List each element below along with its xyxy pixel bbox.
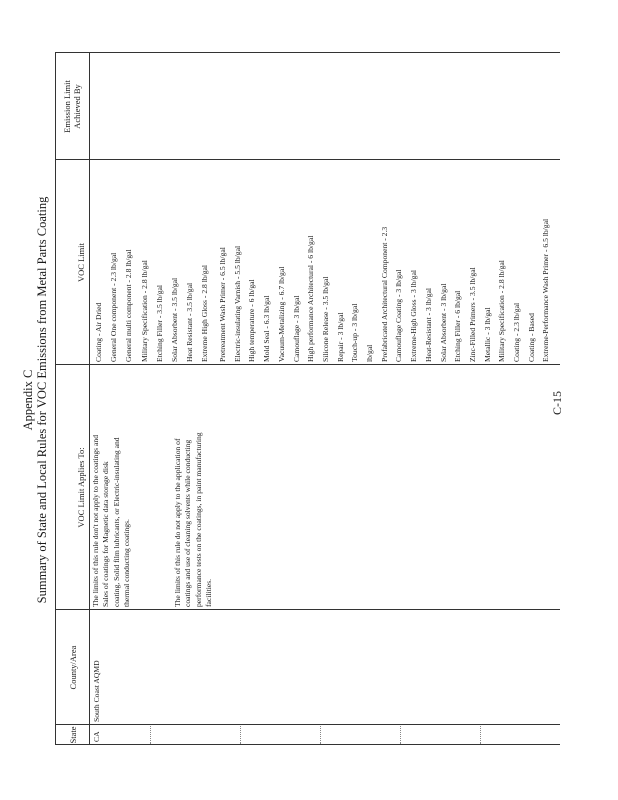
limit-item: Extreme-High Gloss - 3 lb/gal [409,270,419,362]
voc-limit-list [91,249,213,362]
column-divider-1 [55,724,560,725]
limit-item: Extreme High Gloss - 2.8 lb/gal [200,264,210,362]
column-divider-3 [55,364,560,365]
limit-item: General One component - 2.3 lb/gal [109,252,119,362]
limit-item: Touch-up - 3 lb/gal [350,303,360,362]
header-emission-limit [62,53,82,160]
header-emission-line-2: Achieved By [72,84,82,129]
column-divider-4 [55,159,560,160]
table-top-border [55,53,56,745]
limit-item: Silicone Release - 3.5 lb/gal [320,276,330,362]
header-voc-limit: VOC Limit [76,243,86,282]
applies-line: facilities. [204,578,214,607]
dotted-separator [480,726,481,744]
applies-line: coating, Solid film lubricants, or Electric-insulating and [111,437,121,607]
header-voc-limit-applies-to: VOC Limit Applies To: [76,447,86,528]
table-right-border [55,52,560,53]
limit-item: Heat-Resistant - 3 lb/gal [423,287,433,362]
limit-item: Zinc-Filled Primers - 3.5 lb/gal [467,267,477,362]
limit-item: Metallic - 3 lb/gal [482,307,492,362]
limit-item: High temperature - 6 lb/gal [247,279,257,362]
dotted-separator [320,726,321,744]
limit-item: Camouflage - 3 lb/gal [291,295,301,362]
voc-limit-list-upper [216,219,554,362]
limit-item: Military Specification - 2.8 lb/gal [139,260,149,362]
applies-line: thermal conducting coatings. [122,519,132,607]
header-county-area: County/Area [68,645,78,690]
limit-item: Heat Resistant - 3.5 lb/gal [185,282,195,362]
table-left-border [55,744,560,745]
cell-state: CA [92,731,101,742]
limit-item: Pretreatment Wash Primer - 6.5 lb/gal [218,247,227,362]
document-subtitle: Summary of State and Local Rules for VOC Emissions from Metal Parts Coating [35,196,49,604]
appendix-title: Appendix C [21,369,35,431]
limit-item: Electric-insulating Varnish - 5.5 lb/gal [232,245,242,362]
applies-line: performance tests on the coatings, in paint manufacturing [193,432,203,607]
page-number: C-15 [550,391,564,415]
applies-line: coatings and use of cleaning solvents while conducting [183,439,193,607]
column-divider-2 [55,609,560,610]
applies-line: The limits of this rule do not apply to the application of [173,438,182,607]
limit-item: Extreme-Performance Wash Primer - 6.5 lb/gal [541,218,551,362]
limit-item: Mold Seal - 6.3 lb/gal [262,295,272,362]
limit-item: Solar Absorbent - 3.5 lb/gal [170,277,180,362]
applies-line: The limits of this rule don't not apply to the coatings and [91,435,100,607]
header-emission-line-1: Emission Limit [62,80,72,133]
limit-item: lb/gal [365,344,375,362]
applies-line: Sales of coatings for Magnetic data storage disk [101,461,111,607]
limit-item: Prefabricated Architectural Component - 2.3 [379,226,389,362]
header-state: State [68,726,78,744]
limit-item: High performance Architectural - 6 lb/gal [306,235,316,362]
dotted-separator [400,726,401,744]
limit-item: Camouflage Coating - 3 lb/gal [394,269,404,362]
dotted-separator [240,726,241,744]
limit-item: Coating - 2.3 lb/gal [512,302,522,362]
header-divider [89,53,90,745]
limit-item: Etching Filler - 6 lb/gal [453,290,463,362]
cell-county: South Coast AQMD [92,660,101,722]
limit-item: Repair - 3 lb/gal [335,312,345,362]
limit-item: Etching Filler - 3.5 lb/gal [154,285,164,362]
limit-item: Military Specification - 2.8 lb/gal [497,260,507,362]
limit-item: Vacuum-Metalizing - 6.7 lb/gal [276,266,286,362]
limit-item: General multi component - 2.8 lb/gal [124,249,134,362]
applies-to-paragraph-2 [173,432,215,607]
applies-to-paragraph-1 [91,435,133,607]
dotted-separator [150,726,151,744]
limit-item: Coating - Based [526,313,536,362]
limit-item: Coating - Air Dried [94,302,103,362]
limit-item: Solar Absorbent - 3 lb/gal [438,283,448,362]
